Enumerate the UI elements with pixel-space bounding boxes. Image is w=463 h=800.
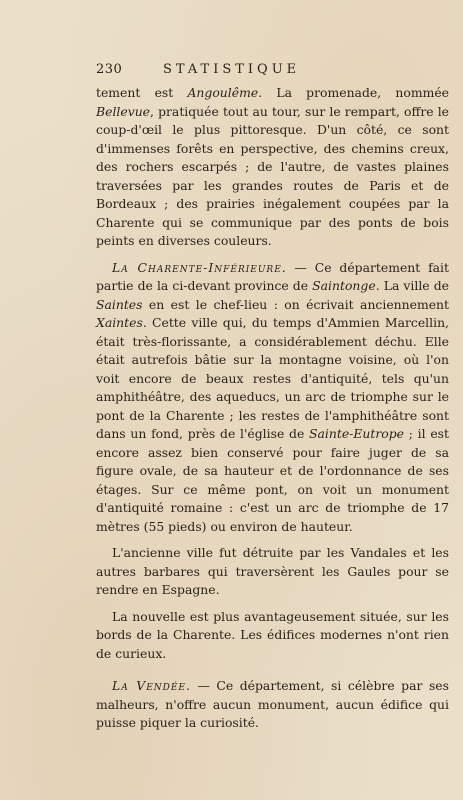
body-text: [96, 84, 449, 741]
text-run: . Cette ville qui, du temps d'Ammien Marcellin, était très-florissante, a considérablement déchu. Elle était autrefois bâtie sur la montagne voisine, où l'on voit encore de beaux restes d'antiquité, tels qu'un amphithéâtre, des aqueducs, un arc de triomphe sur le pont de la Charente ; les restes de l'amphithéâtre sont dans un fond, près de l'église de: [96, 315, 449, 441]
paragraph-nouvelle-ville: [96, 608, 449, 664]
text-run: — Ce département fait partie de la ci-devant province de: [96, 259, 449, 293]
text-run: La nouvelle est plus avantageusement située, sur les bords de la Charente. Les édifices modernes n'ont rien de curieux.: [96, 608, 449, 661]
page-header: [96, 62, 448, 82]
text-run: en est le chef-lieu : on écrivait anciennement: [142, 296, 449, 312]
text-run: L'ancienne ville fut détruite par les Vandales et les autres barbares qui traversèrent les Gaules pour se rendre en Espagne.: [96, 545, 449, 597]
place-name: Bellevue: [96, 103, 151, 119]
text-run: — Ce département, si célèbre par ses malheurs, n'offre aucun monument, aucun édifice qui puisse piquer la curiosité.: [96, 678, 449, 730]
place-name: Angoulême: [187, 85, 259, 100]
text-run: . La ville de: [375, 278, 449, 293]
text-run: , pratiquée tout au tour, sur le rempart, offre le coup-d'œil le plus pittoresque. D'un côté, ce sont d'immenses forêts en perspective, des chemins creux, des rochers escarpés ; de l'autre, de vastes plaines traversées par les grandes routes de Paris et de Bordeaux ; des prairies inégalement coupées par la Charente qui se communique par des ponts de bois peints en diverses couleurs.: [96, 103, 449, 248]
text-run: tement est: [96, 85, 188, 100]
paragraph-ancienne-ville: [96, 544, 449, 600]
section-heading: La Vendée.: [112, 678, 191, 693]
paragraph-angouleme: [96, 84, 449, 251]
paragraph-vendee: [96, 677, 449, 733]
section-heading: La Charente-Inférieure.: [112, 259, 287, 275]
text-run: ; il est encore assez bien conservé pour faire juger de sa figure ovale, de sa hauteur et de l'ordonnance de ses étages. Sur ce même pont, on voit un monument d'antiquité romaine : c'est un arc de triomphe de 17 mètres (55 pieds) ou environ de hauteur.: [96, 426, 449, 534]
paragraph-charente-inferieure: [96, 259, 449, 537]
running-title: STATISTIQUE: [163, 62, 301, 77]
page-number: 230: [96, 62, 123, 77]
place-name: Saintes: [96, 296, 143, 312]
place-name: Xaintes: [96, 315, 143, 330]
place-name: Sainte-Eutrope: [309, 426, 404, 441]
place-name: Saintonge: [312, 278, 376, 293]
text-run: . La promenade, nommée: [258, 85, 449, 100]
